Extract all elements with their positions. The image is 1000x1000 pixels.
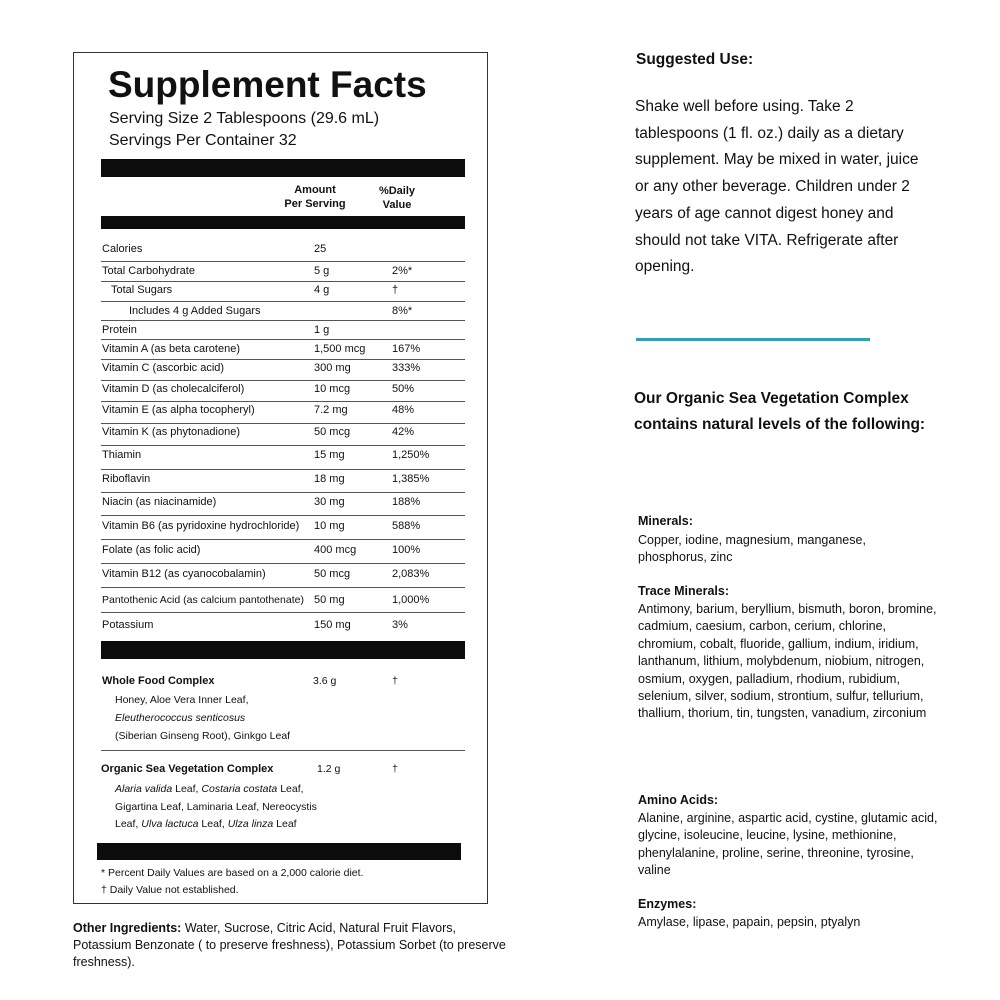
whole-food-line3: (Siberian Ginseng Root), Ginkgo Leaf: [115, 730, 291, 742]
amino-acids-text: Alanine, arginine, aspartic acid, cystine, glutamic acid, glycine, isoleucine, leucine, lysine, methionine, phenylalanine, proline, serine, threonine, tyrosine, valine: [638, 811, 938, 878]
row-divider: [101, 563, 465, 564]
row-divider: [101, 301, 465, 302]
species-alaria: Alaria valida: [115, 783, 173, 795]
nutrient-dv: 2%*: [392, 265, 413, 277]
nutrient-name: Folate (as folic acid): [102, 544, 201, 556]
row-divider: [101, 281, 465, 282]
whole-food-name: Whole Food Complex: [102, 675, 215, 687]
nutrient-name: Vitamin C (ascorbic acid): [102, 362, 225, 374]
nutrient-dv: 8%*: [392, 305, 413, 317]
nutrient-amount: 5 g: [314, 265, 330, 277]
nutrient-amount: 10 mcg: [314, 383, 351, 395]
nutrient-amount: 10 mg: [314, 520, 345, 532]
thick-divider: [101, 216, 465, 229]
row-divider: [101, 539, 465, 540]
nutrient-dv: 1,385%: [392, 473, 430, 485]
row-divider: [101, 423, 465, 424]
text-fragment: Leaf,: [277, 783, 304, 795]
sea-veg-dv: †: [392, 763, 398, 775]
nutrient-dv: 48%: [392, 404, 415, 416]
nutrient-name: Total Carbohydrate: [102, 265, 195, 277]
other-ingredients-text: Water, Sucrose, Citric Acid, Natural Fruit Flavors, Potassium Benzonate ( to preserve freshness), Potassium Sorbet (to preserve freshness).: [73, 921, 506, 969]
row-divider: [101, 515, 465, 516]
nutrient-amount: 50 mg: [314, 594, 345, 606]
nutrient-name: Niacin (as niacinamide): [102, 496, 217, 508]
dv-header: [368, 184, 426, 212]
nutrient-amount: 1 g: [314, 324, 330, 336]
row-divider: [101, 612, 465, 613]
nutrient-name: Protein: [102, 324, 137, 336]
row-divider: [101, 380, 465, 381]
row-divider: [101, 469, 465, 470]
nutrient-dv: 167%: [392, 343, 421, 355]
complex-intro-heading: Our Organic Sea Vegetation Complex contains natural levels of the following:: [634, 390, 926, 434]
species-ulva: Ulva lactuca: [141, 818, 199, 830]
text-fragment: Leaf: [273, 818, 297, 830]
row-divider: [101, 401, 465, 402]
row-divider: [101, 261, 465, 262]
footnote-daily-values: * Percent Daily Values are based on a 2,000 calorie diet.: [101, 867, 364, 879]
nutrient-name: Vitamin K (as phytonadione): [102, 426, 240, 438]
whole-food-dv: †: [392, 675, 398, 687]
sea-veg-name: Organic Sea Vegetation Complex: [101, 763, 274, 775]
nutrient-amount: 25: [314, 243, 327, 255]
nutrient-dv: 2,083%: [392, 568, 430, 580]
trace-minerals-text: Antimony, barium, beryllium, bismuth, boron, bromine, cadmium, caesium, carbon, cerium, chlorine, chromium, cobalt, fluoride, gallium, indium, iridium, lanthanum, lithium, molybdenum, niobium, nitrogen, osmium, oxygen, palladium, rhodium, rubidium, selenium, silver, sodium, strontium, sulfur, tellurium, thallium, thorium, tin, tungsten, vanadium, zirconium: [638, 602, 937, 721]
trace-minerals-title: Trace Minerals:: [638, 584, 730, 598]
nutrient-name: Vitamin A (as beta carotene): [102, 343, 240, 355]
nutrient-name: Vitamin B6 (as pyridoxine hydrochloride): [102, 520, 300, 532]
whole-food-line1: Honey, Aloe Vera Inner Leaf,: [115, 694, 249, 706]
species-ulza: Ulza linza: [227, 818, 274, 830]
nutrient-dv: 50%: [392, 383, 415, 395]
minerals-text: Copper, iodine, magnesium, manganese, phosphorus, zinc: [638, 533, 866, 565]
nutrient-amount: 400 mcg: [314, 544, 357, 556]
footnote-dv-not-established: † Daily Value not established.: [101, 884, 239, 896]
nutrient-dv: 188%: [392, 496, 421, 508]
nutrient-amount: 50 mcg: [314, 426, 351, 438]
nutrient-dv: 1,250%: [392, 449, 430, 461]
whole-food-line2: Eleutherococcus senticosus: [115, 712, 246, 724]
species-costaria: Costaria costata: [201, 783, 278, 795]
amount-header-line1: Amount: [294, 184, 336, 196]
nutrient-name: Potassium: [102, 619, 154, 631]
nutrient-name: Vitamin D (as cholecalciferol): [102, 383, 245, 395]
nutrient-name: Calories: [102, 243, 143, 255]
nutrient-name: Includes 4 g Added Sugars: [129, 305, 261, 317]
nutrient-dv: 588%: [392, 520, 421, 532]
amount-header-line2: Per Serving: [284, 198, 346, 210]
supplement-facts-panel: [73, 52, 488, 904]
nutrient-dv: 100%: [392, 544, 421, 556]
nutrient-amount: 150 mg: [314, 619, 351, 631]
sea-veg-line1: [115, 783, 304, 795]
nutrient-amount: 7.2 mg: [314, 404, 348, 416]
row-divider: [101, 445, 465, 446]
nutrient-amount: 300 mg: [314, 362, 351, 374]
row-divider: [101, 492, 465, 493]
amino-acids-title: Amino Acids:: [638, 793, 719, 807]
thick-divider: [101, 641, 465, 659]
suggested-use-text: Shake well before using. Take 2 tablespoons (1 fl. oz.) daily as a dietary supplement. May be mixed in water, juice or any other beverage. Children under 2 years of age cannot digest honey and should not take VITA. Refrigerate after opening.: [635, 98, 919, 276]
dv-header-line2: Value: [382, 199, 412, 211]
text-fragment: Leaf,: [172, 783, 202, 795]
thick-divider: [97, 843, 461, 860]
thick-divider: [101, 159, 465, 177]
row-divider: [101, 339, 465, 340]
nutrient-name: Vitamin E (as alpha tocopheryl): [102, 404, 255, 416]
nutrient-name: Total Sugars: [111, 284, 173, 296]
facts-title: Supplement Facts: [108, 64, 427, 105]
other-ingredients: [73, 920, 513, 971]
serving-size: Serving Size 2 Tablespoons (29.6 mL): [109, 110, 380, 127]
text-fragment: Leaf,: [115, 818, 142, 830]
nutrient-amount: 15 mg: [314, 449, 345, 461]
nutrient-amount: 4 g: [314, 284, 330, 296]
nutrient-amount: 50 mcg: [314, 568, 351, 580]
nutrient-amount: 18 mg: [314, 473, 345, 485]
divider-line: [101, 750, 465, 751]
sea-veg-line3: [115, 818, 297, 830]
nutrient-dv: 3%: [392, 619, 408, 631]
dv-header-line1: %Daily: [378, 185, 416, 197]
enzymes-title: Enzymes:: [638, 897, 697, 911]
row-divider: [101, 320, 465, 321]
nutrient-dv: †: [392, 284, 399, 296]
other-ingredients-label: Other Ingredients:: [73, 921, 182, 935]
amount-header: [270, 183, 360, 211]
nutrient-amount: 1,500 mcg: [314, 343, 366, 355]
accent-divider: [636, 338, 870, 341]
nutrient-name: Thiamin: [102, 449, 142, 461]
nutrient-amount: 30 mg: [314, 496, 345, 508]
nutrient-dv: 333%: [392, 362, 421, 374]
row-divider: [101, 587, 465, 588]
nutrient-name: Riboflavin: [102, 473, 151, 485]
nutrient-name: Vitamin B12 (as cyanocobalamin): [102, 568, 266, 580]
nutrient-dv: 1,000%: [392, 594, 430, 606]
text-fragment: Leaf,: [198, 818, 228, 830]
servings-per-container: Servings Per Container 32: [109, 132, 297, 149]
row-divider: [101, 359, 465, 360]
sea-veg-amount: 1.2 g: [317, 763, 341, 775]
minerals-title: Minerals:: [638, 514, 693, 528]
suggested-use-title: Suggested Use:: [636, 51, 754, 68]
nutrient-name: Pantothenic Acid (as calcium pantothenate): [102, 594, 304, 606]
enzymes-text: Amylase, lipase, papain, pepsin, ptyalyn: [638, 915, 861, 929]
nutrient-dv: 42%: [392, 426, 415, 438]
whole-food-amount: 3.6 g: [313, 675, 337, 687]
sea-veg-line2: Gigartina Leaf, Laminaria Leaf, Nereocystis: [115, 801, 317, 813]
